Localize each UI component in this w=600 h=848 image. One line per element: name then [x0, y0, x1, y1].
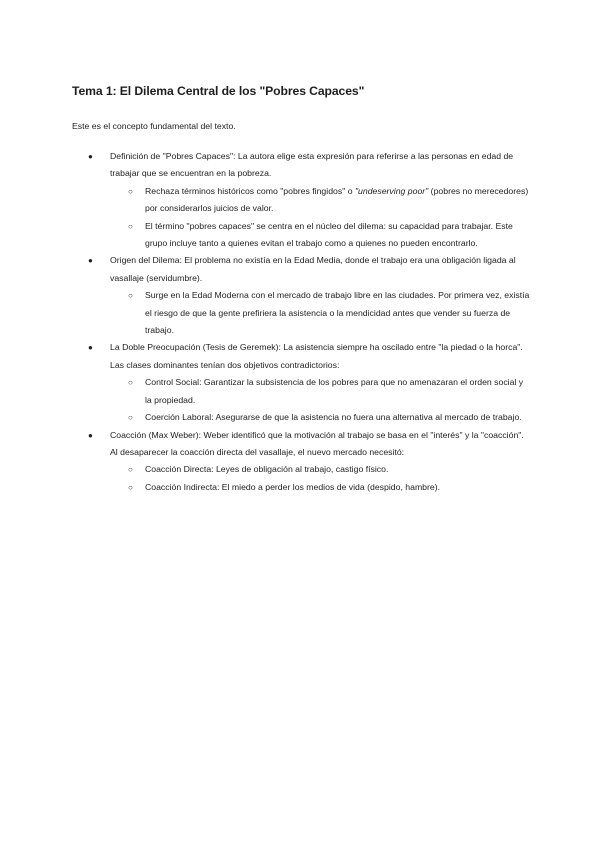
bullet-filled-icon: ●: [88, 430, 93, 440]
bullet-hollow-icon: ○: [128, 291, 133, 301]
sub-item-text: Coerción Laboral: Asegurarse de que la asistencia no fuera una alternativa al mercado de trabajo.: [145, 412, 522, 423]
list-item-definicion: [72, 148, 532, 252]
list-item-origen: [72, 252, 532, 339]
list-item-text: La Doble Preocupación (Tesis de Geremek): La asistencia siempre ha oscilado entre "la piedad o la horca". Las clases dominantes tenían dos objetivos contradictorios:: [110, 342, 523, 370]
sub-item-text-post: (pobres no merecedores) por considerarlos juicios de valor.: [145, 185, 529, 214]
bullet-hollow-icon: ○: [128, 413, 133, 423]
list-item-coaccion: [72, 427, 532, 497]
sub-list-item: [110, 461, 532, 478]
sub-list-item: [110, 374, 532, 409]
bullet-filled-icon: ●: [88, 256, 93, 266]
bullet-hollow-icon: ○: [128, 378, 133, 388]
bullet-hollow-icon: ○: [128, 221, 133, 231]
sub-list: [110, 374, 532, 426]
sub-list-item: [110, 183, 532, 218]
sub-item-text: Coacción Indirecta: El miedo a perder los medios de vida (despido, hambre).: [145, 481, 441, 492]
topic-list: [72, 148, 532, 496]
sub-item-text: Control Social: Garantizar la subsistencia de los pobres para que no amenazaran el orden social y la propiedad.: [145, 377, 524, 405]
sub-list-item: [110, 479, 532, 496]
list-item-text: Coacción (Max Weber): Weber identificó que la motivación al trabajo se basa en el "interés" y la "coacción". Al desaparecer la coacción directa del vasallaje, el nuevo mercado necesitó:: [110, 429, 524, 457]
bullet-filled-icon: ●: [88, 152, 93, 161]
sub-list: [110, 287, 532, 339]
page-title: Tema 1: El Dilema Central de los "Pobres Capaces": [72, 84, 365, 98]
bullet-filled-icon: ●: [88, 343, 93, 353]
sub-list-item: [110, 409, 532, 426]
list-item-text: Definición de "Pobres Capaces": La autora elige esta expresión para referirse a las personas en edad de trabajar que se encuentran en la pobreza.: [110, 151, 514, 179]
bullet-hollow-icon: ○: [128, 186, 133, 196]
intro-paragraph: Este es el concepto fundamental del texto.: [72, 121, 236, 131]
list-item-doble-preocupacion: [72, 339, 532, 426]
sub-item-text-pre: Rechaza términos históricos como "pobres fingidos" o: [145, 185, 355, 196]
sub-item-text-italic: "undeserving poor": [354, 185, 429, 196]
sub-list: [110, 183, 532, 253]
sub-list-item: [110, 218, 532, 253]
sub-list: [110, 461, 532, 496]
sub-item-text: Coacción Directa: Leyes de obligación al trabajo, castigo físico.: [145, 464, 389, 475]
sub-item-text: El término "pobres capaces" se centra en el núcleo del dilema: su capacidad para trabajar. Este grupo incluye tanto a quienes evitan el trabajo como a quienes no pueden encontrarlo.: [145, 220, 513, 249]
bullet-hollow-icon: ○: [128, 465, 133, 475]
list-item-text: Origen del Dilema: El problema no existía en la Edad Media, donde el trabajo era una obligación ligada al vasallaje (servidumbre).: [110, 255, 516, 283]
sub-list-item: [110, 287, 532, 339]
sub-item-text: Surge en la Edad Moderna con el mercado de trabajo libre en las ciudades. Por primera vez, existía el riesgo de que la gente prefiriera la asistencia o la mendicidad antes que vender su fuerza de trabajo.: [145, 290, 530, 336]
bullet-hollow-icon: ○: [128, 482, 133, 492]
